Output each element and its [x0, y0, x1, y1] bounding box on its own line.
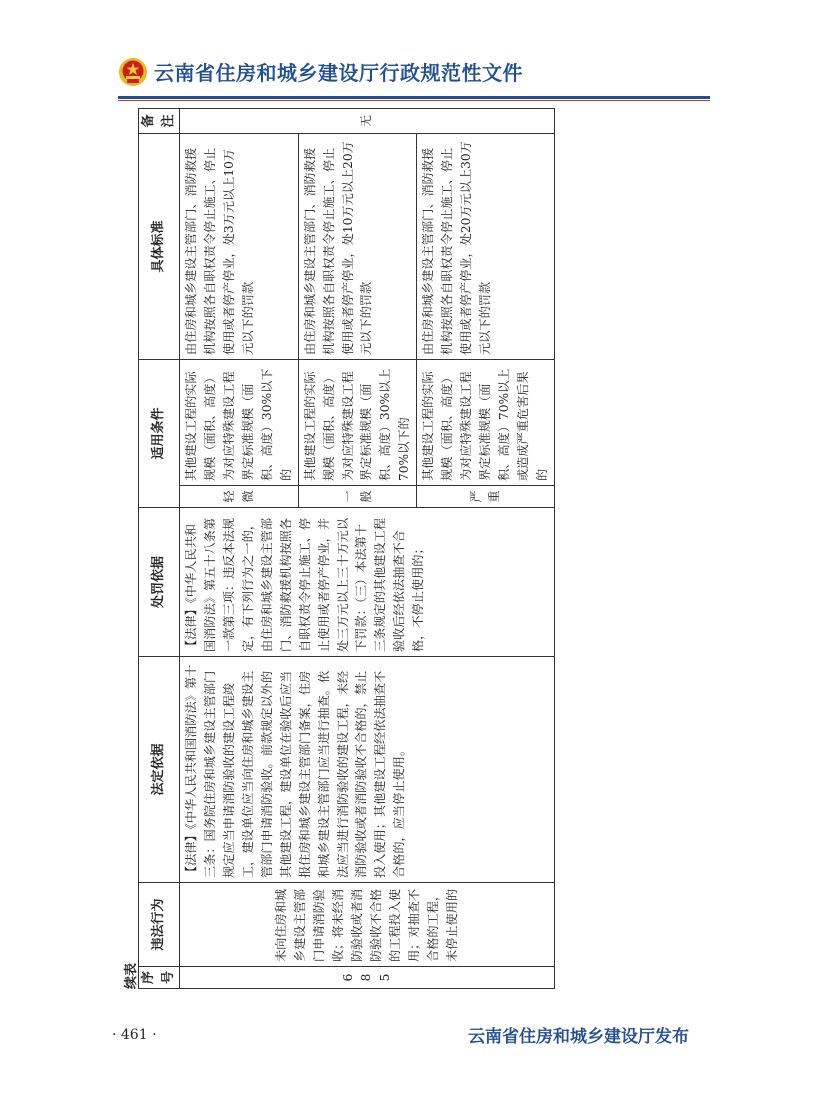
- penalty-table: [138, 108, 555, 989]
- header-note: 备注: [139, 108, 180, 133]
- header-penalty: 处罚依据: [139, 508, 180, 657]
- standard-general: 由住房和城乡建设主管部门、消防救援机构按照各自职权责令停止施工、停止使用或者停产停业，处10万元以上20万元以下的罚款: [298, 133, 416, 359]
- condition-light: 其他建设工程的实际规模（面积、高度）为对应特殊建设工程界定标准规模（面积、高度）30%以下的: [180, 359, 298, 485]
- condition-general: 其他建设工程的实际规模（面积、高度）为对应特殊建设工程界定标准规模（面积、高度）30%以上70%以下的: [298, 359, 416, 485]
- condition-serious: 其他建设工程的实际规模（面积、高度）为对应特殊建设工程界定标准规模（面积、高度）70%以上或造成严重危害后果的: [417, 359, 554, 485]
- severity-light: 轻微: [180, 486, 298, 508]
- publisher-label: 云南省住房和城乡建设厅发布: [468, 1027, 689, 1047]
- header-act: 违法行为: [139, 883, 180, 967]
- header-standard: 具体标准: [139, 133, 180, 359]
- continued-label: 续表: [124, 962, 139, 989]
- row-basis: 【法律】《中华人民共和国消防法》第十三条：国务院住房和城乡建设主管部门规定应当申请消防验收的建设工程竣工，建设单位应当向住房和城乡建设主管部门申请消防验收。前款规定以外的其他建设工程，建设单位在验收后应当报住房和城乡建设主管部门备案，住房和城乡建设主管部门应当进行抽查。依法应当进行消防验收的建设工程，未经消防验收或者消防验收不合格的，禁止投入使用；其他建设工程经依法抽查不合格的，应当停止使用。: [180, 657, 554, 883]
- document-title: 云南省住房和城乡建设厅行政规范性文件: [154, 61, 523, 85]
- header-condition: 适用条件: [139, 359, 180, 507]
- row-penalty: 【法律】《中华人民共和国消防法》第五十八条第一款第三项：违反本法规定，有下列行为之一的，由住房和城乡建设主管部门、消防救援机构按照各自职权责令停止施工、停止使用或者停产停业，并处三万元以上三十万元以下罚款：（三）本法第十三条规定的其他建设工程验收后经依法抽查不合格，不停止使用的；: [180, 508, 554, 657]
- table-row: [180, 108, 298, 988]
- header-rule-blue: [118, 96, 710, 99]
- standard-serious: 由住房和城乡建设主管部门、消防救援机构按照各自职权责令停止施工、停止使用或者停产停业，处20万元以上30万元以下的罚款: [417, 133, 554, 359]
- header-basis: 法定依据: [139, 657, 180, 883]
- severity-serious: 严重: [417, 486, 554, 508]
- row-seq: 685: [180, 967, 554, 989]
- row-note: 无: [180, 108, 554, 133]
- header-seq: 序号: [139, 967, 180, 989]
- document-header: [118, 55, 718, 91]
- severity-general: 一般: [298, 486, 416, 508]
- national-emblem-icon: [118, 57, 148, 87]
- table-header-row: [139, 108, 180, 988]
- standard-light: 由住房和城乡建设主管部门、消防救援机构按照各自职权责令停止施工、停止使用或者停产停业，处3万元以上10万元以下的罚款: [180, 133, 298, 359]
- header-rule-red: [118, 100, 710, 101]
- page-number: · 461 ·: [112, 1027, 157, 1043]
- rotated-table-area: [120, 109, 549, 989]
- row-act: 未向住房和城乡建设主管部门申请消防验收；将未经消防验收或者消防验收不合格的工程投入使用；对抽查不合格的工程，未停止使用的: [180, 883, 554, 967]
